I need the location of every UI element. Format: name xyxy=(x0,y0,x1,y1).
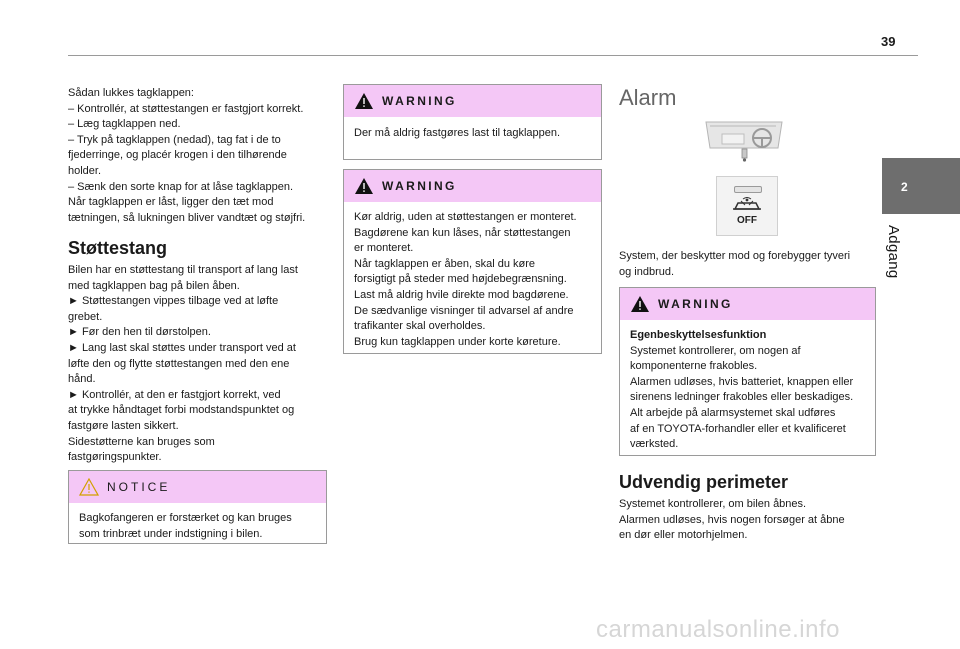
text-line: ► Lang last skal støttes under transport ved at xyxy=(68,341,296,354)
warning-icon xyxy=(354,177,374,195)
warning-box-1 xyxy=(343,84,602,160)
alarm-title: Alarm xyxy=(619,85,677,110)
text-line: ► Før den hen til dørstolpen. xyxy=(68,326,211,339)
text-line: System, der beskytter mod og forebygger tyveri xyxy=(619,250,851,262)
text-line: ► Støttestangen vippes tilbage ved at løfte xyxy=(68,295,279,308)
text-line: Der må aldrig fastgøres last til tagklappen. xyxy=(354,127,561,139)
column-1-intro xyxy=(68,86,330,226)
text-line: – Læg tagklappen ned. xyxy=(68,118,181,131)
alarm-off-button-illustration xyxy=(716,176,778,236)
notice-body xyxy=(69,503,326,550)
warning-box-2 xyxy=(343,169,602,354)
column-1-body xyxy=(68,263,330,466)
text-line: med tagklappen bag på bilen åben. xyxy=(68,279,240,292)
text-line: Når tagklappen er låst, ligger den tæt mod xyxy=(68,196,274,209)
text-line: Bilen har en støttestang til transport af lang last xyxy=(68,264,298,276)
heading-stottestang: Støttestang xyxy=(68,238,167,258)
text-line: – Sænk den sorte knap for at låse tagklappen. xyxy=(68,180,294,193)
warning-title: WARNING xyxy=(382,179,457,193)
text-line: sirenens ledninger frakobles eller beskadiges. xyxy=(630,391,854,404)
text-line: grebet. xyxy=(68,310,103,323)
text-line: Sidestøtterne kan bruges som xyxy=(68,435,215,448)
text-line: fjederringe, og placér krogen i den tilhørende xyxy=(68,149,287,162)
warning-body xyxy=(620,320,875,461)
text-line: – Tryk på tagklappen (nedad), tag fat i de to xyxy=(68,133,281,146)
text-line: holder. xyxy=(68,164,102,177)
warning-header xyxy=(344,85,601,117)
text-line: værksted. xyxy=(630,438,679,451)
text-line: Kør aldrig, uden at støttestangen er monteret. xyxy=(354,211,577,223)
warning-header xyxy=(344,170,601,202)
notice-box xyxy=(68,470,327,544)
text-line: Bagdørene kan kun låses, når støttestangen xyxy=(354,226,571,239)
warning-title: WARNING xyxy=(658,297,733,311)
section-tab-number: 2 xyxy=(901,180,908,194)
alarm-intro xyxy=(619,249,877,280)
warning-body xyxy=(344,202,601,358)
text-line: Når tagklappen er åben, skal du køre xyxy=(354,257,535,270)
car-alarm-icon xyxy=(731,197,763,215)
heading-udvendig-perimeter: Udvendig perimeter xyxy=(619,472,789,492)
section-label: Adgang xyxy=(885,225,902,279)
text-line: fastgøre lasten sikkert. xyxy=(68,419,179,432)
off-label: OFF xyxy=(737,215,757,226)
text-line: trafikanter skal overholdes. xyxy=(354,320,486,333)
page-number: 39 xyxy=(881,34,896,49)
text-line: Systemet kontrollerer, om nogen af xyxy=(630,344,801,357)
text-line: Alarmen udløses, hvis batteriet, knappen eller xyxy=(630,375,854,388)
warning-subtitle: Egenbeskyttelsesfunktion xyxy=(630,329,767,341)
warning-box-3 xyxy=(619,287,876,456)
text-line: som trinbræt under indstigning i bilen. xyxy=(79,527,263,540)
text-line: hånd. xyxy=(68,373,96,386)
warning-title: WARNING xyxy=(382,94,457,108)
warning-icon xyxy=(630,295,650,313)
text-line: en dør eller motorhjelmen. xyxy=(619,529,748,542)
notice-title: NOTICE xyxy=(107,480,171,494)
section-tab[interactable] xyxy=(882,158,960,214)
text-line: at trykke håndtaget forbi modstandspunktet og xyxy=(68,404,295,417)
text-line: løfte den og flytte støttestangen med den ene xyxy=(68,357,290,370)
indicator-led-icon xyxy=(734,186,762,193)
text-line: fastgøringspunkter. xyxy=(68,451,162,464)
text-line: Sådan lukkes tagklappen: xyxy=(68,87,194,99)
text-line: ► Kontrollér, at den er fastgjort korrekt, ved xyxy=(68,388,281,401)
dashboard-illustration-icon xyxy=(700,116,788,162)
warning-header xyxy=(620,288,875,320)
warning-icon xyxy=(354,92,374,110)
text-line: af en TOYOTA-forhandler eller et kvalificeret xyxy=(630,422,846,435)
watermark: carmanualsonline.info xyxy=(596,616,840,643)
header-rule xyxy=(68,55,918,56)
text-line: Brug kun tagklappen under korte køreture. xyxy=(354,335,561,348)
text-line: Alarmen udløses, hvis nogen forsøger at åbne xyxy=(619,513,845,526)
warning-body xyxy=(344,117,601,150)
text-line: – Kontrollér, at støttestangen er fastgjort korrekt. xyxy=(68,102,304,115)
text-line: tætningen, så lukningen bliver vandtæt og støjfri. xyxy=(68,211,306,224)
caution-icon xyxy=(79,478,99,496)
text-line: Last må aldrig hvile direkte mod bagdørene. xyxy=(354,288,569,301)
text-line: Bagkofangeren er forstærket og kan bruges xyxy=(79,512,292,524)
text-line: Alt arbejde på alarmsystemet skal udføres xyxy=(630,406,836,419)
text-line: komponenterne frakobles. xyxy=(630,360,758,373)
notice-header xyxy=(69,471,326,503)
text-line: er monteret. xyxy=(354,242,414,255)
text-line: forsigtigt på steder med højdebegrænsning. xyxy=(354,273,567,286)
text-line: Systemet kontrollerer, om bilen åbnes. xyxy=(619,498,807,510)
perimeter-body xyxy=(619,497,877,544)
text-line: og indbrud. xyxy=(619,265,675,278)
text-line: De sædvanlige visninger til advarsel af andre xyxy=(354,304,574,317)
